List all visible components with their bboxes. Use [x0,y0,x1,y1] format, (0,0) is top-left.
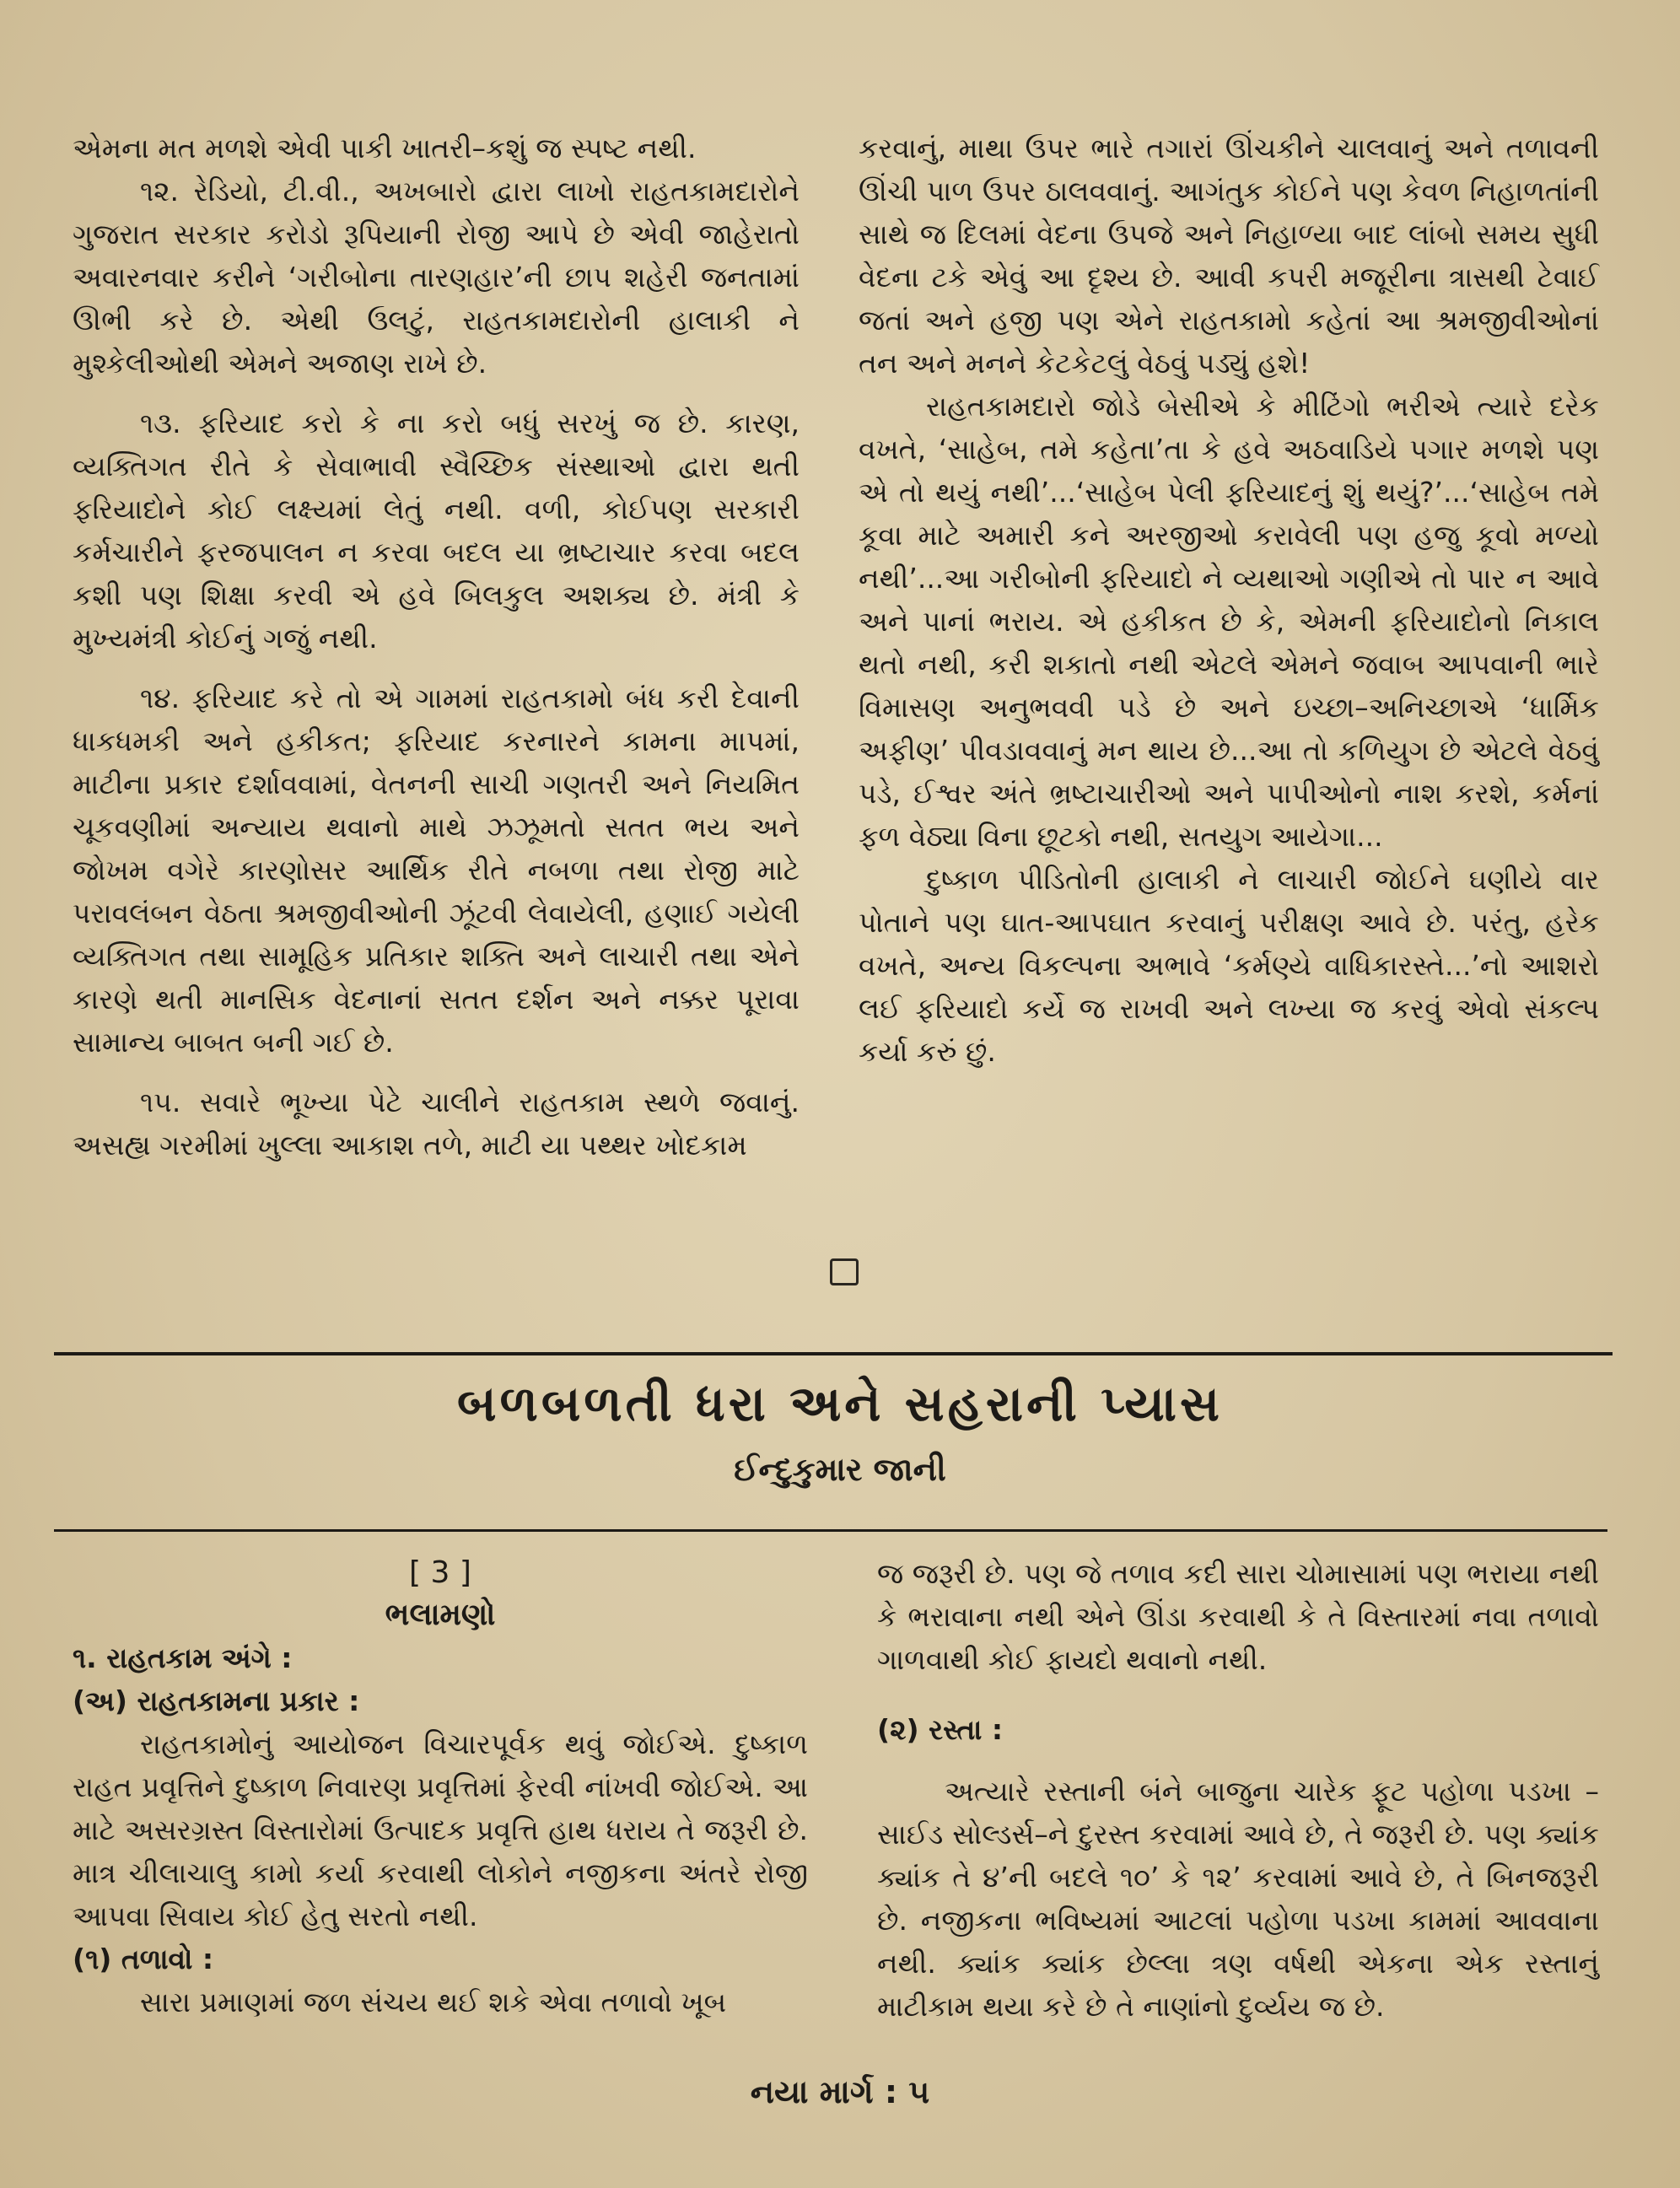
article-title: બળબળતી ધરા અને સહરાની પ્યાસ [457,1375,1223,1432]
subheading: (અ) રાહતકામના પ્રકાર : [73,1684,360,1717]
paragraph: સારા પ્રમાણમાં જળ સંચય થઈ શકે એવા તળાવો ખૂબ [140,1986,727,2018]
right-column-top [859,127,1599,1073]
section-end-marker-icon [830,1258,859,1285]
paragraph: દુષ્કાળ પીડિતોની હાલાકી ને લાચારી જોઈને ઘણીયે વાર પોતાને પણ ઘાત-આપઘાત કરવાનું પરીક્ષણ આવે છે. પરંતુ, હરેક વખતે, અન્ય વિકલ્પના અભાવે ‘કર્મણ્યે વાધિકારસ્તે...’નો આશરો લઈ ફરિયાદો કર્યે જ રાખવી અને લખ્યા જ કરવું એવો સંકલ્પ કર્યા કરું છું. [859,863,1599,1068]
subheading: (૧) તળાવો : [73,1943,214,1975]
right-column-bottom [877,1552,1599,2028]
paragraph: અત્યારે રસ્તાની બંને બાજુના ચારેક ફૂટ પહોળા પડખા –સાઈડ સોલ્ડર્સ–ને દુરસ્ત કરવામાં આવે છે, તે જરૂરી છે. પણ ક્યાંક ક્યાંક તે ૪’ની બદલે ૧૦’ કે ૧૨’ કરવામાં આવે છે, તે બિનજરૂરી છે. નજીકના ભવિષ્યમાં આટલાં પહોળા પડખા કામમાં આવવાના નથી. ક્યાંક ક્યાંક છેલ્લા ત્રણ વર્ષથી એકના એક રસ્તાનું માટીકામ થયા કરે છે તે નાણાંનો દુર્વ્યય જ છે. [877,1775,1599,2023]
section-heading: ભલામણો [385,1598,496,1632]
paragraph: એમના મત મળશે એવી પાકી ખાતરી–કશું જ સ્પષ્ટ નથી. [73,132,697,164]
left-column-bottom [73,1552,808,2024]
divider [54,1352,1613,1355]
subheading: (૨) રસ્તા : [877,1713,1004,1746]
paragraph: રાહતકામોનું આયોજન વિચારપૂર્વક થવું જોઈએ. દુષ્કાળ રાહત પ્રવૃત્તિને દુષ્કાળ નિવારણ પ્રવૃત્તિમાં ફેરવી નાંખવી જોઈએ. આ માટે અસરગ્રસ્ત વિસ્તારોમાં ઉત્પાદક પ્રવૃત્તિ હાથ ધરાય તે જરૂરી છે. માત્ર ચીલાચાલુ કામો કર્યા કરવાથી લોકોને નજીકના અંતરે રોજી આપવા સિવાય કોઈ હેતુ સરતો નથી. [73,1727,808,1932]
part-number: [ 3 ] [409,1555,471,1590]
paragraph: જ જરૂરી છે. પણ જે તળાવ કદી સારા ચોમાસામાં પણ ભરાયા નથી કે ભરાવાના નથી એને ઊંડા કરવાથી કે તે વિસ્તારમાં નવા તળાવો ગાળવાથી કોઈ ફાયદો થવાનો નથી. [877,1557,1599,1676]
paragraph: કરવાનું, માથા ઉપર ભારે તગારાં ઊંચકીને ચાલવાનું અને તળાવની ઊંચી પાળ ઉપર ઠાલવવાનું. આગંતુક કોઈને પણ કેવળ નિહાળતાંની સાથે જ દિલમાં વેદના ઉપજે અને નિહાળ્યા બાદ લાંબો સમય સુધી વેદના ટકે એવું આ દૃશ્ય છે. આવી કપરી મજૂરીના ત્રાસથી ટેવાઈ જતાં અને હજી પણ એને રાહતકામો કહેતાં આ શ્રમજીવીઓનાં તન અને મનને કેટકેટલું વેઠવું પડ્યું હશે! [859,132,1599,380]
page-footer: નયા માર્ગ : ૫ [750,2073,930,2110]
divider [54,1529,1607,1532]
paragraph: ૧૨. રેડિયો, ટી.વી., અખબારો દ્વારા લાખો રાહતકામદારોને ગુજરાત સરકાર કરોડો રૂપિયાની રોજી આપે છે એવી જાહેરાતો અવારનવાર કરીને ‘ગરીબોના તારણહાર’ની છાપ શહેરી જનતામાં ઊભી કરે છે. એથી ઉલટું, રાહતકામદારોની હાલાકી ને મુશ્કેલીઓથી એમને અજાણ રાખે છે. [73,175,800,380]
paragraph: રાહતકામદારો જોડે બેસીએ કે મીટિંગો ભરીએ ત્યારે દરેક વખતે, ‘સાહેબ, તમે કહેતા’તા કે હવે અઠવાડિયે પગાર મળશે પણ એ તો થયું નથી’...‘સાહેબ પેલી ફરિયાદનું શું થયું?’...‘સાહેબ તમે કૂવા માટે અમારી કને અરજીઓ કરાવેલી પણ હજુ કૂવો મળ્યો નથી’...આ ગરીબોની ફરિયાદો ને વ્યથાઓ ગણીએ તો પાર ન આવે અને પાનાં ભરાય. એ હકીકત છે કે, એમની ફરિયાદોનો નિકાલ થતો નથી, કરી શકાતો નથી એટલે એમને જવાબ આપવાની ભારે વિમાસણ અનુભવવી પડે છે અને ઇચ્છા–અનિચ્છાએ ‘ધાર્મિક અફીણ’ પીવડાવવાનું મન થાય છે...આ તો કળિયુગ છે એટલે વેઠવું પડે, ઈશ્વર અંતે ભ્રષ્ટાચારીઓ અને પાપીઓનો નાશ કરશે, કર્મનાં ફળ વેઠ્યા વિના છૂટકો નથી, સતયુગ આયેગા... [859,390,1599,853]
paragraph: ૧૪. ફરિયાદ કરે તો એ ગામમાં રાહતકામો બંધ કરી દેવાની ધાકધમકી અને હકીકત; ફરિયાદ કરનારને કામના માપમાં, માટીના પ્રકાર દર્શાવવામાં, વેતનની સાચી ગણતરી અને નિયમિત ચૂકવણીમાં અન્યાય થવાનો માથે ઝઝૂમતો સતત ભય અને જોખમ વગેરે કારણોસર આર્થિક રીતે નબળા તથા રોજી માટે પરાવલંબન વેઠતા શ્રમજીવીઓની ઝૂંટવી લેવાયેલી, હણાઈ ગયેલી વ્યક્તિગત તથા સામૂહિક પ્રતિકાર શક્તિ અને લાચારી તથા એને કારણે થતી માનસિક વેદનાનાં સતત દર્શન અને નક્કર પૂરાવા સામાન્ય બાબત બની ગઈ છે. [73,682,800,1059]
article-author: ઈન્દુકુમાર જાની [734,1451,946,1488]
left-column-top [73,127,800,1167]
subheading: ૧. રાહતકામ અંગે : [73,1641,293,1674]
paragraph: ૧૩. ફરિયાદ કરો કે ના કરો બધું સરખું જ છે. કારણ, વ્યક્તિગત રીતે કે સેવાભાવી સ્વૈચ્છિક સંસ્થાઓ દ્વારા થતી ફરિયાદોને કોઈ લક્ષ્યમાં લેતું નથી. વળી, કોઈપણ સરકારી કર્મચારીને ફરજપાલન ન કરવા બદલ યા ભ્રષ્ટાચાર કરવા બદલ કશી પણ શિક્ષા કરવી એ હવે બિલકુલ અશક્ય છે. મંત્રી કે મુખ્યમંત્રી કોઈનું ગજું નથી. [73,407,800,655]
paragraph: ૧૫. સવારે ભૂખ્યા પેટે ચાલીને રાહતકામ સ્થળે જવાનું. અસહ્ય ગરમીમાં ખુલ્લા આકાશ તળે, માટી યા પથ્થર ખોદકામ [73,1086,800,1161]
